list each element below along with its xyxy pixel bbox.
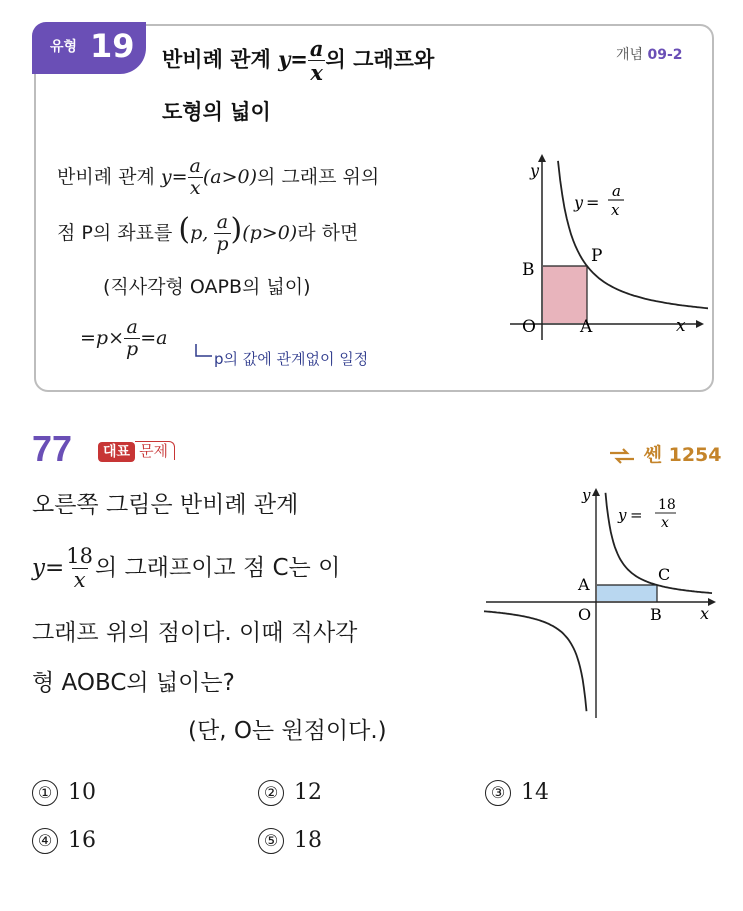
x-axis-arrow	[708, 598, 716, 606]
problem-text-line-1: 오른쪽 그림은 반비례 관계	[32, 492, 299, 518]
problem-graph	[482, 484, 722, 720]
choice-3-mark: ③	[485, 780, 511, 806]
choice-2[interactable]: ② 12	[258, 780, 322, 806]
concept-title-line2: 도형의 넓이	[162, 100, 271, 124]
choice-2-mark: ②	[258, 780, 284, 806]
point-p-label: P	[591, 246, 603, 266]
x-axis-label: x	[700, 604, 710, 623]
origin-label: O	[578, 605, 592, 624]
rectangle-oapb	[543, 266, 587, 323]
badge-daepyo: 대표	[98, 442, 135, 462]
point-a-label: A	[580, 317, 593, 337]
graph-eq-sign: =	[586, 193, 600, 212]
problem-text-line-3: 그래프 위의 점이다. 이때 직사각	[32, 620, 358, 646]
graph-eq-sign: =	[630, 506, 643, 524]
x-axis-arrow	[696, 320, 704, 328]
concept-line-3: (직사각형 OAPB의 넓이)	[103, 276, 311, 298]
y-axis-arrow	[538, 154, 546, 162]
hyperbola-branch-3	[484, 611, 587, 711]
link-icon	[607, 447, 637, 465]
problem-text-line-5: (단, O는 원점이다.)	[188, 718, 387, 744]
concept-title: 반비례 관계 y= $\frac{a}{x}$ 의 그래프와	[162, 36, 435, 85]
concept-line-1: 반비례 관계 y= $\frac{a}{x}$ (a>0)의 그래프 위의	[57, 155, 380, 199]
graph-eq-num: a	[612, 182, 621, 200]
y-axis-label: y	[530, 161, 540, 180]
graph-eq-y: y	[574, 193, 584, 212]
type-tab	[32, 22, 146, 74]
problem-badge	[98, 440, 175, 461]
choice-4-mark: ④	[32, 828, 58, 854]
choice-1-mark: ①	[32, 780, 58, 806]
concept-graph	[500, 148, 708, 344]
y-axis-label: y	[582, 486, 591, 504]
concept-line-2: 점 P의 좌표를 (p, $\frac{a}{p}$ )(p>0)라 하면	[57, 211, 359, 255]
graph-eq-den: x	[611, 201, 620, 219]
graph-eq-num: 18	[658, 497, 676, 513]
point-b-label: B	[522, 260, 535, 280]
problem-number: 77	[32, 428, 73, 469]
type-number: 19	[90, 27, 135, 65]
point-b-label: B	[650, 605, 662, 624]
y-axis-arrow	[592, 488, 600, 496]
x-axis-label: x	[676, 316, 686, 336]
point-a-label: A	[578, 575, 590, 594]
point-c-label: C	[658, 565, 671, 584]
note-pointer	[192, 342, 214, 364]
graph-eq-den: x	[661, 515, 669, 531]
type-label: 유형	[50, 39, 78, 55]
choice-4[interactable]: ④ 16	[32, 828, 96, 854]
rectangle-aobc	[597, 585, 657, 601]
choice-5-mark: ⑤	[258, 828, 284, 854]
choice-1[interactable]: ① 10	[32, 780, 96, 806]
concept-line-4: =p× $\frac{a}{p}$ =a	[80, 316, 168, 360]
concept-reference: 개념 09-2	[616, 47, 683, 63]
title-fraction: $\frac{a}{x}$	[309, 36, 324, 85]
choice-3[interactable]: ③ 14	[485, 780, 549, 806]
concept-note: p의 값에 관계없이 일정	[214, 350, 369, 368]
choice-5[interactable]: ⑤ 18	[258, 828, 322, 854]
problem-text-line-2: y= $\frac{18}{x}$ 의 그래프이고 점 C는 이	[32, 544, 341, 592]
badge-munje: 문제	[135, 441, 175, 460]
problem-text-line-4: 형 AOBC의 넓이는?	[32, 670, 235, 696]
ssen-reference: 쎈 1254	[607, 440, 721, 467]
graph-eq-y: y	[618, 506, 627, 524]
origin-label: O	[522, 317, 536, 337]
